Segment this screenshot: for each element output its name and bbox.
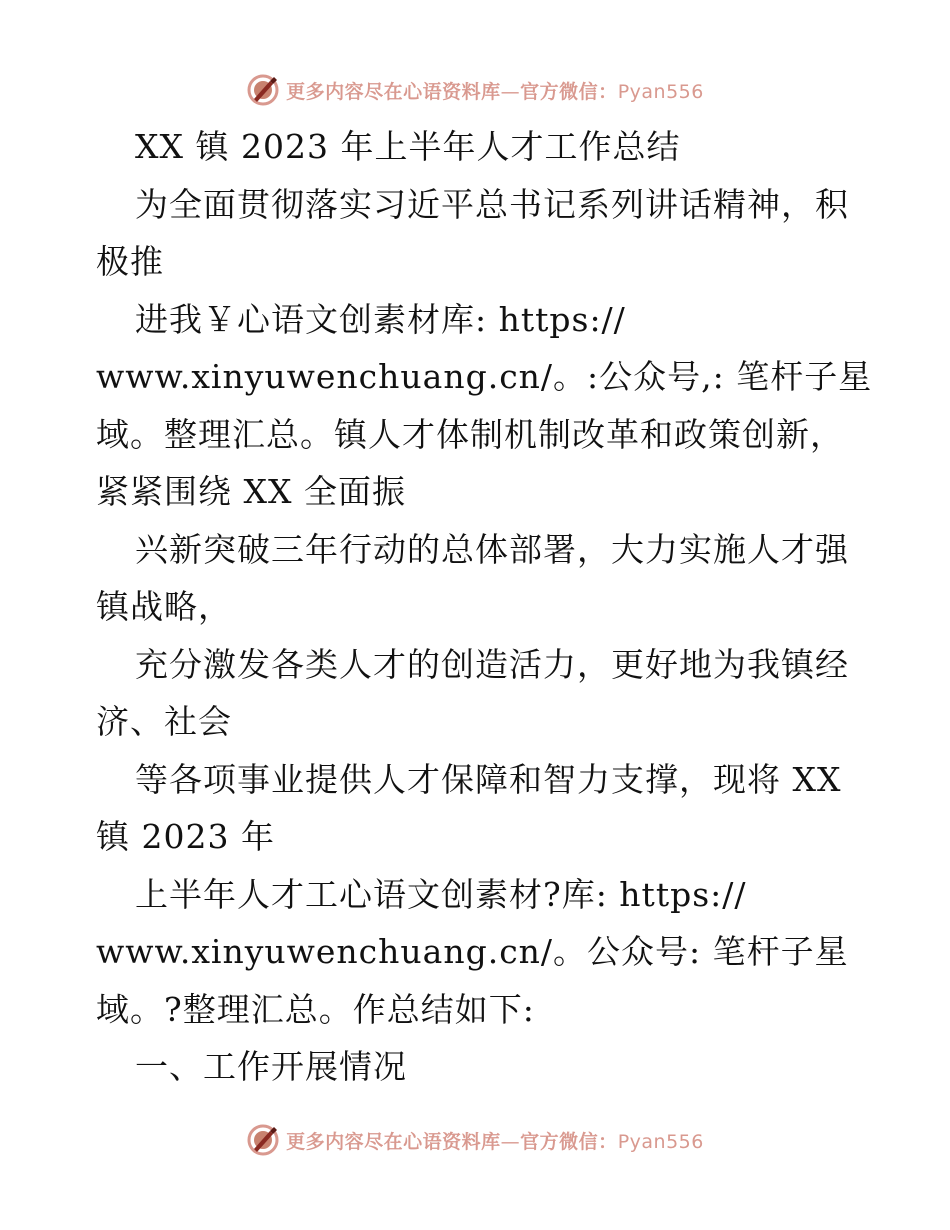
- watermark-separator: —: [500, 80, 521, 103]
- watermark-wechat-id: Pyan556: [617, 80, 704, 103]
- watermark-suffix: 官方微信：: [520, 80, 618, 103]
- section-heading: 一、工作开展情况: [135, 1047, 407, 1086]
- document-body: [96, 118, 873, 1096]
- doc-line: www.xinyuwenchuang.cn/。:公众号,: 笔杆子星: [96, 357, 873, 396]
- watermark-separator: —: [500, 1130, 521, 1153]
- doc-line: 等各项事业提供人才保障和智力支撑，现将 XX: [135, 759, 842, 799]
- doc-line: 为全面贯彻落实习近平总书记系列讲话精神，积: [135, 184, 849, 224]
- watermark-text: [286, 77, 704, 104]
- watermark-main: 更多内容尽在心语资料库: [286, 1130, 501, 1153]
- doc-line: 域。?整理汇总。作总结如下:: [96, 989, 535, 1029]
- pen-logo-icon: [246, 73, 280, 107]
- doc-line: 紧紧围绕 XX 全面振: [96, 472, 406, 511]
- doc-line: 充分激发各类人才的创造活力，更好地为我镇经: [135, 644, 849, 684]
- watermark-main: 更多内容尽在心语资料库: [286, 80, 501, 103]
- pen-logo-icon: [246, 1123, 280, 1157]
- watermark-group: [246, 1123, 704, 1157]
- doc-title: XX 镇 2023 年上半年人才工作总结: [135, 127, 681, 166]
- doc-line: 极推: [96, 242, 164, 281]
- watermark-text: [286, 1127, 704, 1154]
- doc-line: 兴新突破三年行动的总体部署，大力实施人才强: [135, 529, 849, 569]
- doc-line: 济、社会: [96, 702, 232, 741]
- header-watermark: [0, 70, 950, 110]
- watermark-suffix: 官方微信：: [520, 1130, 618, 1153]
- watermark-group: [246, 73, 704, 107]
- footer-watermark: [0, 1120, 950, 1160]
- doc-line: www.xinyuwenchuang.cn/。公众号: 笔杆子星: [96, 932, 849, 971]
- doc-line: 域。整理汇总。镇人才体制机制改革和政策创新，: [96, 414, 844, 454]
- doc-line: 镇 2023 年: [96, 817, 275, 856]
- doc-line: 上半年人才工心语文创素材?库: https://: [135, 874, 747, 914]
- doc-line: 镇战略，: [96, 587, 232, 626]
- doc-line: 进我￥心语文创素材库: https://: [135, 299, 626, 339]
- watermark-wechat-id: Pyan556: [617, 1130, 704, 1153]
